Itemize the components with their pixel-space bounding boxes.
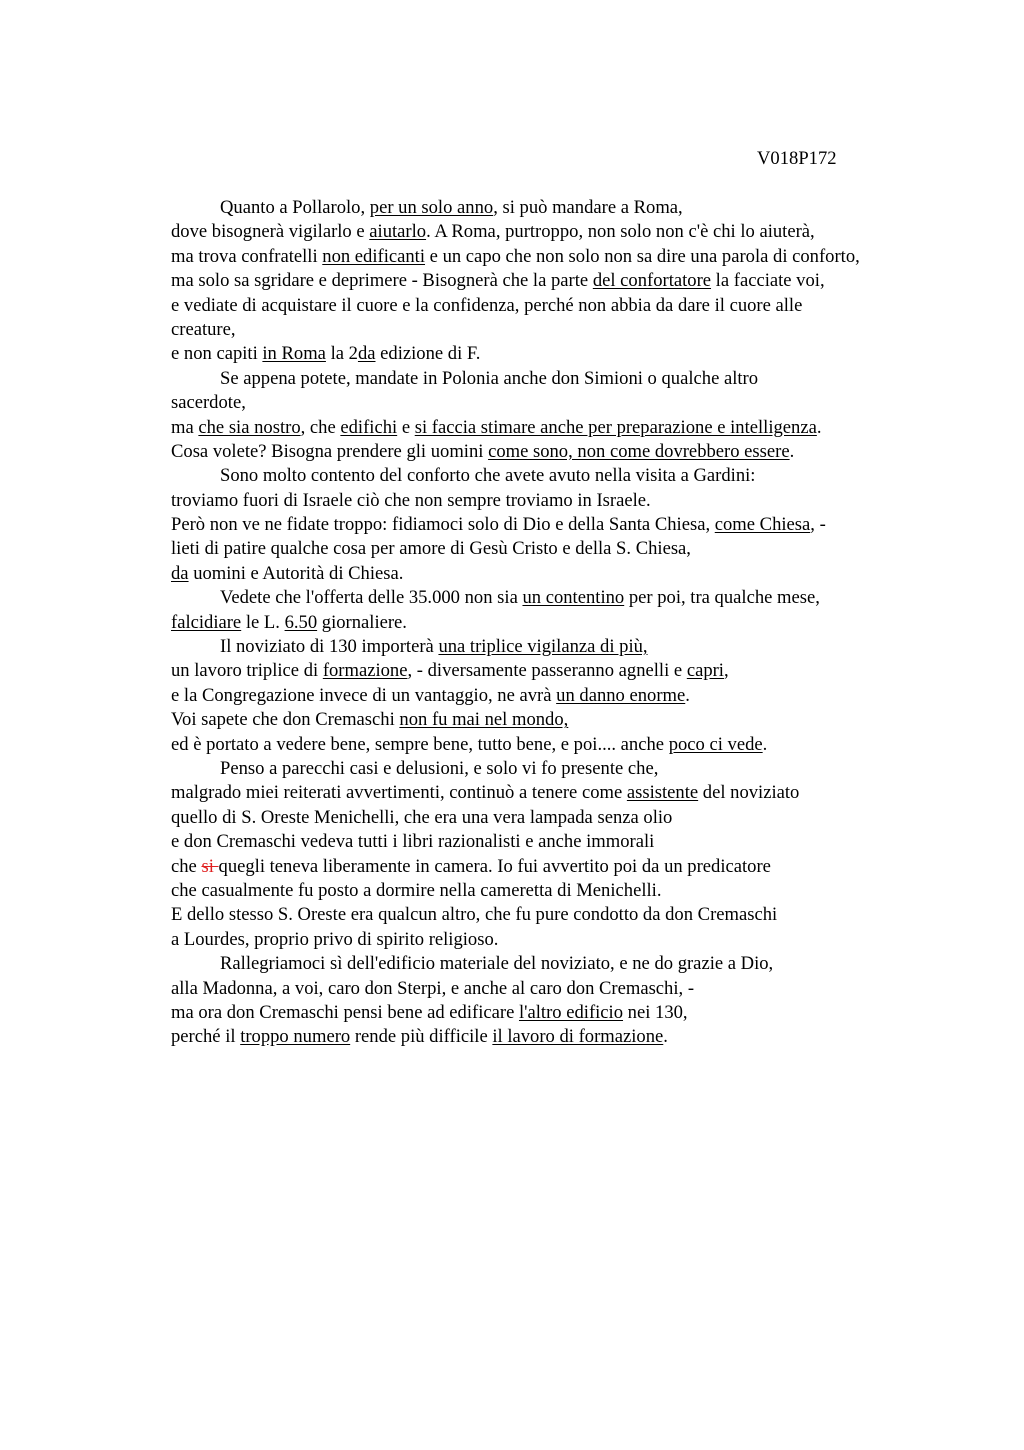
text-line (171, 757, 991, 781)
text-segment: E dello stesso S. Oreste era qualcun altro, che fu pure condotto da don Cremaschi (171, 904, 778, 926)
text-segment: ma (171, 416, 199, 438)
text-line (171, 781, 991, 805)
text-segment: giornaliere. (317, 611, 407, 633)
text-line (171, 903, 991, 927)
text-line (171, 635, 991, 659)
text-line (171, 1025, 991, 1049)
text-line (171, 391, 991, 415)
text-segment: ma ora don Cremaschi pensi bene ad edificare (171, 1001, 519, 1023)
text-segment: , si può mandare a Roma, (493, 197, 683, 218)
text-segment: e un capo che non solo non sa dire una parola di conforto, (425, 245, 860, 267)
text-segment: . (762, 733, 768, 755)
text-segment: troviamo fuori di Israele ciò che non sempre troviamo in Israele. (171, 489, 651, 511)
underlined-text: edifichi (340, 416, 398, 438)
text-segment: edizione di F. (375, 343, 481, 365)
text-line (171, 1001, 991, 1025)
text-segment: . (685, 684, 690, 706)
text-segment: Però non ve ne fidate troppo: fidiamoci solo di Dio e della Santa Chiesa, (171, 514, 715, 536)
text-segment: ed è portato a vedere bene, sempre bene, tutto bene, e poi.... anche (171, 733, 669, 755)
text-segment: rende più difficile (350, 1026, 493, 1048)
text-line (171, 367, 991, 391)
text-line (171, 245, 991, 269)
text-line (171, 879, 991, 903)
text-segment: e vediate di acquistare il cuore e la confidenza, perché non abbia da dare il cuore alle (171, 294, 803, 316)
underlined-text: il lavoro di formazione (492, 1026, 664, 1048)
text-line (171, 708, 991, 732)
underlined-text: del confortatore (592, 270, 712, 292)
underlined-text: falcidiare (171, 611, 242, 633)
underlined-text: un contentino (522, 587, 625, 609)
text-segment: a Lourdes, proprio privo di spirito religioso. (171, 928, 499, 950)
text-segment: e la Congregazione invece di un vantaggio, ne avrà (171, 684, 557, 706)
text-line (171, 733, 991, 757)
text-segment: Voi sapete che don Cremaschi (171, 709, 400, 731)
underlined-text: formazione (322, 660, 408, 682)
text-segment: Rallegriamoci sì dell'edificio materiale del noviziato, e ne do grazie a Dio, (220, 953, 774, 975)
text-segment: un lavoro triplice di (171, 660, 323, 682)
text-segment: che (171, 855, 202, 877)
underlined-text: che sia nostro (198, 416, 301, 438)
text-line (171, 220, 991, 244)
text-segment: perché il (171, 1026, 241, 1048)
underlined-text: 6.50 (284, 611, 318, 633)
text-segment: lieti di patire qualche cosa per amore di Gesù Cristo e della S. Chiesa, (171, 538, 691, 560)
underlined-text: poco ci vede (668, 733, 763, 755)
text-line (171, 294, 991, 318)
text-line (171, 952, 991, 976)
text-segment: Cosa volete? Bisogna prendere gli uomini (171, 440, 489, 462)
text-segment: dove bisognerà vigilarlo e (171, 221, 370, 243)
text-line (171, 269, 991, 293)
underlined-text: capri (686, 660, 724, 682)
text-segment: uomini e Autorità di Chiesa. (188, 562, 404, 584)
text-segment: e don Cremaschi vedeva tutti i libri razionalisti e anche immorali (171, 831, 655, 853)
text-segment: le L. (241, 611, 285, 633)
text-line (171, 464, 991, 488)
underlined-text: si faccia stimare anche per preparazione e intelligenza (414, 416, 817, 438)
text-line (171, 659, 991, 683)
text-line (171, 440, 991, 464)
text-segment: per poi, tra qualche mese, (624, 587, 820, 609)
text-segment: . A Roma, purtroppo, non solo non c'è chi lo aiuterà, (426, 221, 815, 243)
underlined-text: un danno enorme (556, 684, 686, 706)
text-segment: creature, (171, 318, 236, 340)
text-line (171, 562, 991, 586)
underlined-text: come Chiesa (714, 514, 811, 536)
text-segment: . (789, 440, 795, 462)
text-segment: la facciate voi, (711, 270, 825, 292)
text-line (171, 513, 991, 537)
text-segment: la 2 (325, 343, 358, 365)
text-line (171, 830, 991, 854)
text-segment: che casualmente fu posto a dormire nella cameretta di Menichelli. (171, 879, 662, 901)
text-segment: Quanto a Pollarolo, (220, 197, 370, 218)
underlined-text: come sono, non come dovrebbero essere (488, 440, 790, 462)
text-segment: , che (300, 416, 341, 438)
underlined-text: non fu mai nel mondo, (399, 709, 569, 731)
text-line (171, 342, 991, 366)
text-segment: . (663, 1026, 668, 1048)
text-segment: Il noviziato di 130 importerà (220, 636, 439, 658)
text-line (171, 928, 991, 952)
text-line (171, 586, 991, 610)
text-segment: quello di S. Oreste Menichelli, che era una vera lampada senza olio (171, 806, 673, 828)
text-line (171, 416, 991, 440)
text-segment: e (397, 416, 415, 438)
text-segment: , (723, 660, 729, 682)
page-id: V018P172 (757, 148, 837, 169)
text-segment: Penso a parecchi casi e delusioni, e solo vi fo presente che, (220, 757, 659, 779)
underlined-text: aiutarlo (369, 221, 427, 243)
text-line (171, 489, 991, 513)
underlined-text: assistente (626, 782, 699, 804)
text-line (171, 318, 991, 342)
text-segment: Sono molto contento del conforto che avete avuto nella visita a Gardini: (220, 465, 756, 487)
struck-text: si (201, 855, 219, 877)
text-segment: Vedete che l'offerta delle 35.000 non sia (220, 587, 523, 609)
text-line (171, 196, 991, 220)
text-segment: Se appena potete, mandate in Polonia anche don Simioni o qualche altro (220, 367, 759, 389)
text-line (171, 611, 991, 635)
underlined-text: da (171, 562, 189, 584)
text-line (171, 806, 991, 830)
text-line (171, 537, 991, 561)
underlined-text: in Roma (262, 343, 326, 365)
text-segment: alla Madonna, a voi, caro don Sterpi, e anche al caro don Cremaschi, - (171, 977, 695, 999)
text-line (171, 684, 991, 708)
underlined-text: troppo numero (240, 1026, 351, 1048)
underlined-text: per un solo anno (369, 197, 494, 218)
text-segment: nei 130, (623, 1001, 688, 1023)
text-segment: . (816, 416, 822, 438)
text-segment: malgrado miei reiterati avvertimenti, continuò a tenere come (171, 782, 627, 804)
underlined-text: l'altro edificio (518, 1001, 624, 1023)
text-line (171, 855, 991, 879)
text-line (171, 977, 991, 1001)
underlined-text: da (357, 343, 376, 365)
text-segment: ma solo sa sgridare e deprimere - Bisognerà che la parte (171, 270, 593, 292)
text-segment: sacerdote, (171, 392, 246, 414)
text-segment: , - (810, 514, 826, 536)
underlined-text: una triplice vigilanza di più, (438, 636, 648, 658)
text-segment: ma trova confratelli (171, 245, 323, 267)
text-segment: quegli teneva liberamente in camera. Io fui avvertito poi da un predicatore (218, 855, 771, 877)
text-segment: del noviziato (698, 782, 800, 804)
text-segment: e non capiti (171, 343, 263, 365)
underlined-text: non edificanti (322, 245, 426, 267)
letter-body (171, 196, 991, 1050)
text-segment: , - diversamente passeranno agnelli e (407, 660, 687, 682)
